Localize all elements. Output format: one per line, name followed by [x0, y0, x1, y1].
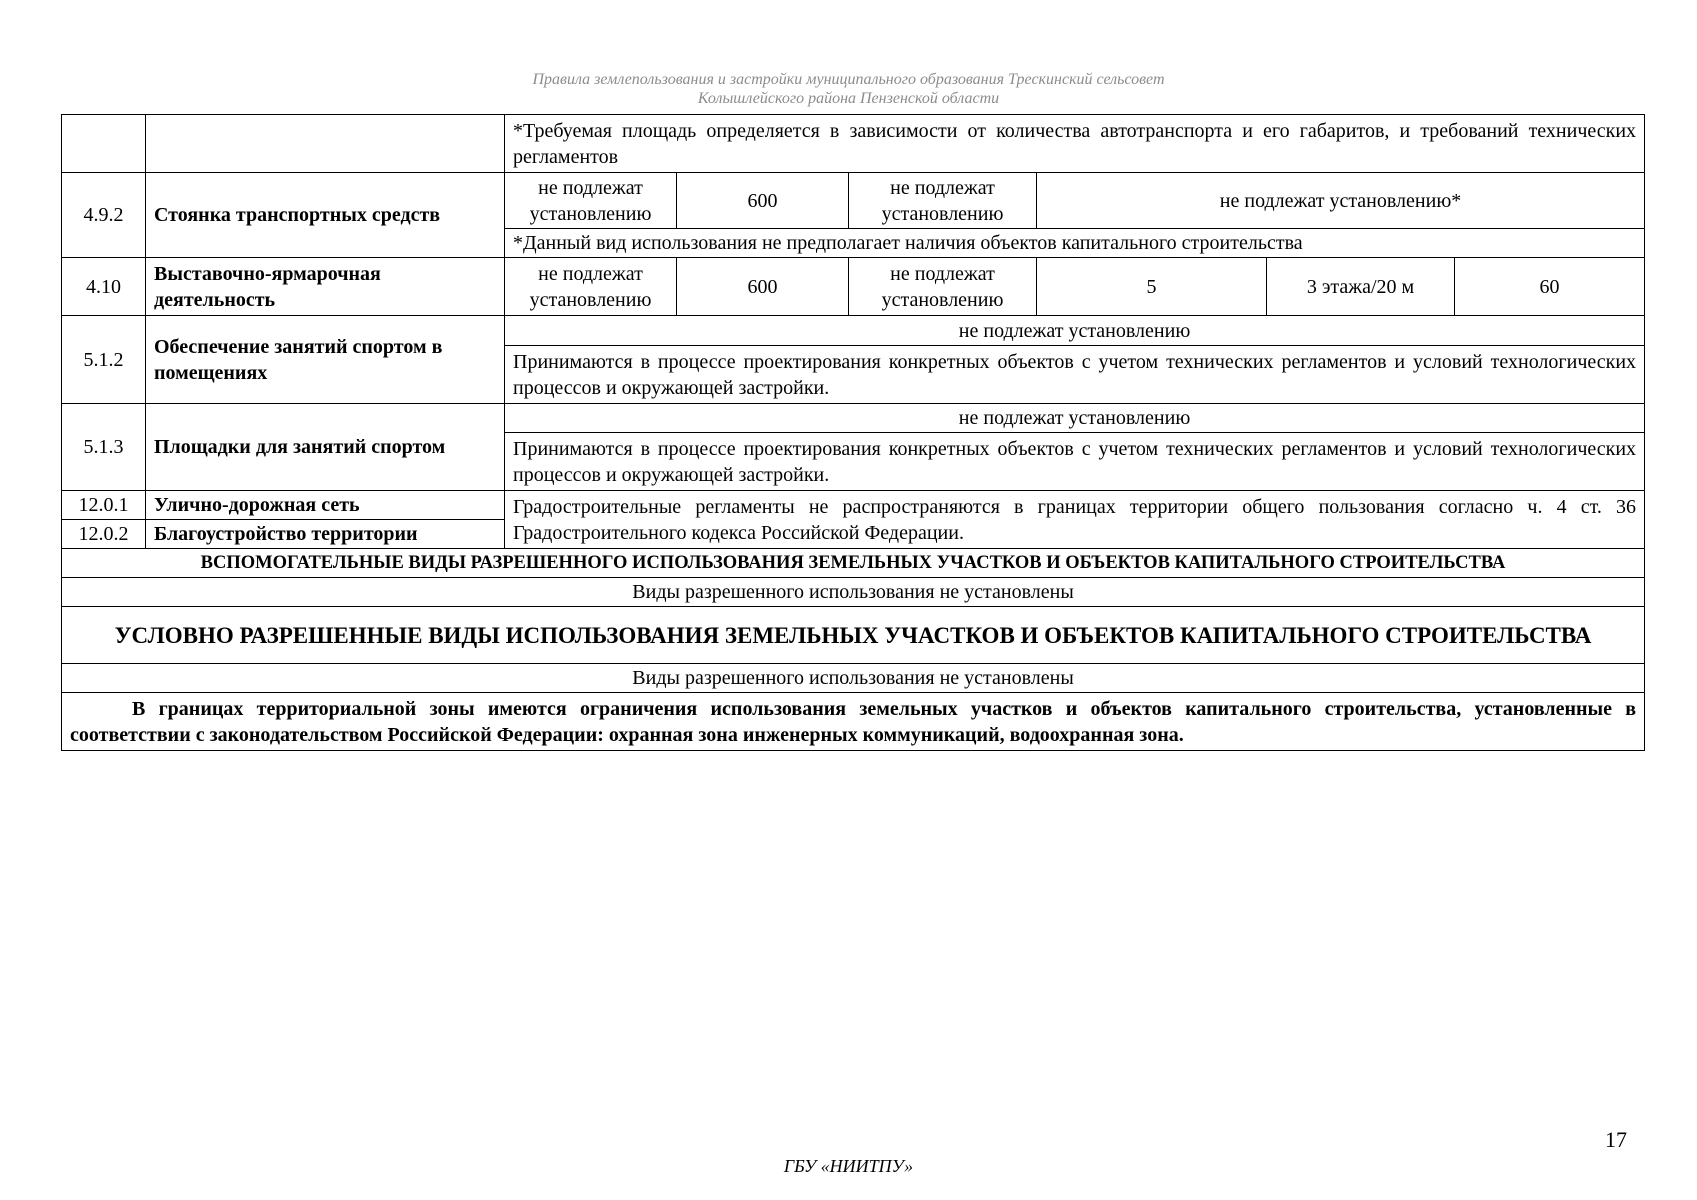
empty-cell — [146, 115, 505, 173]
empty-cell — [62, 115, 146, 173]
name-cell: Улично-дорожная сеть — [146, 491, 505, 520]
note-cell: Принимаются в процессе проектирования конкретных объектов с учетом технических регламентов и условий технологических процессов и окружающей застройки. — [505, 346, 1645, 404]
note-cell: Принимаются в процессе проектирования конкретных объектов с учетом технических регламентов и условий технологических процессов и окружающей застройки. — [505, 433, 1645, 491]
running-header-line-1: Правила землепользования и застройки муниципального образования Трескинский сельсовет — [532, 71, 1165, 88]
cond-section-heading: УСЛОВНО РАЗРЕШЕННЫЕ ВИДЫ ИСПОЛЬЗОВАНИЯ ЗЕМЕЛЬНЫХ УЧАСТКОВ И ОБЪЕКТОВ КАПИТАЛЬНОГО СТРОИТЕЛЬСТВА — [62, 607, 1645, 664]
coverage-cell: 60 — [1455, 258, 1645, 316]
name-cell: Благоустройство территории — [146, 520, 505, 549]
table-row — [62, 115, 1645, 173]
table-row — [62, 549, 1645, 578]
name-cell: Обеспечение занятий спортом в помещениях — [146, 316, 505, 404]
note-cell: *Данный вид использования не предполагает наличия объектов капитального строительства — [505, 229, 1645, 258]
area-cell: 600 — [677, 173, 849, 229]
note-cell: Градостроительные регламенты не распространяются в границах территории общего пользования согласно ч. 4 ст. 36 Градостроительного кодекса Российской Федерации. — [505, 491, 1645, 549]
table-row — [62, 173, 1645, 229]
params-cell: не подлежат установлению* — [1037, 173, 1645, 229]
code-cell: 5.1.2 — [62, 316, 146, 404]
min-size-cell: не подлежат установлению — [505, 173, 677, 229]
code-cell: 12.0.1 — [62, 491, 146, 520]
params-cell: не подлежат установлению — [505, 404, 1645, 433]
table-row — [62, 491, 1645, 520]
aux-section-text: Виды разрешенного использования не установлены — [62, 578, 1645, 607]
floors-height-cell: 3 этажа/20 м — [1267, 258, 1455, 316]
setback-cell: 5 — [1037, 258, 1267, 316]
area-cell: 600 — [677, 258, 849, 316]
name-cell: Выставочно-ярмарочная деятельность — [146, 258, 505, 316]
table-row — [62, 607, 1645, 664]
table-row — [62, 693, 1645, 751]
table-row — [62, 404, 1645, 433]
running-header — [0, 70, 1697, 108]
area-note-cell: *Требуемая площадь определяется в зависимости от количества автотранспорта и его габаритов, и требований технических регламентов — [505, 115, 1645, 173]
restrictions-note: В границах территориальной зоны имеются ограничения использования земельных участков и объектов капитального строительства, установленные в соответствии с законодательством Российской Федерации: охранная зона инженерных коммуникаций, водоохранная зона. — [62, 693, 1645, 751]
min-size-cell: не подлежат установлению — [505, 258, 677, 316]
page-number: 17 — [1605, 1127, 1627, 1152]
code-cell: 4.10 — [62, 258, 146, 316]
table-row — [62, 316, 1645, 346]
name-cell: Стоянка транспортных средств — [146, 173, 505, 258]
running-header-line-2: Колышлейского района Пензенской области — [697, 90, 1000, 107]
regulations-table — [61, 114, 1645, 751]
name-cell: Площадки для занятий спортом — [146, 404, 505, 491]
max-size-cell: не подлежат установлению — [849, 173, 1037, 229]
table-row — [62, 258, 1645, 316]
cond-section-text: Виды разрешенного использования не установлены — [62, 664, 1645, 693]
code-cell: 5.1.3 — [62, 404, 146, 491]
code-cell: 12.0.2 — [62, 520, 146, 549]
table-row — [62, 664, 1645, 693]
code-cell: 4.9.2 — [62, 173, 146, 258]
params-cell: не подлежат установлению — [505, 316, 1645, 346]
table-row — [62, 578, 1645, 607]
aux-section-heading: ВСПОМОГАТЕЛЬНЫЕ ВИДЫ РАЗРЕШЕННОГО ИСПОЛЬЗОВАНИЯ ЗЕМЕЛЬНЫХ УЧАСТКОВ И ОБЪЕКТОВ КАПИТАЛЬНОГО СТРОИТЕЛЬСТВА — [62, 549, 1645, 578]
page-footer: ГБУ «НИИТПУ» — [783, 1156, 914, 1176]
max-size-cell: не подлежат установлению — [849, 258, 1037, 316]
